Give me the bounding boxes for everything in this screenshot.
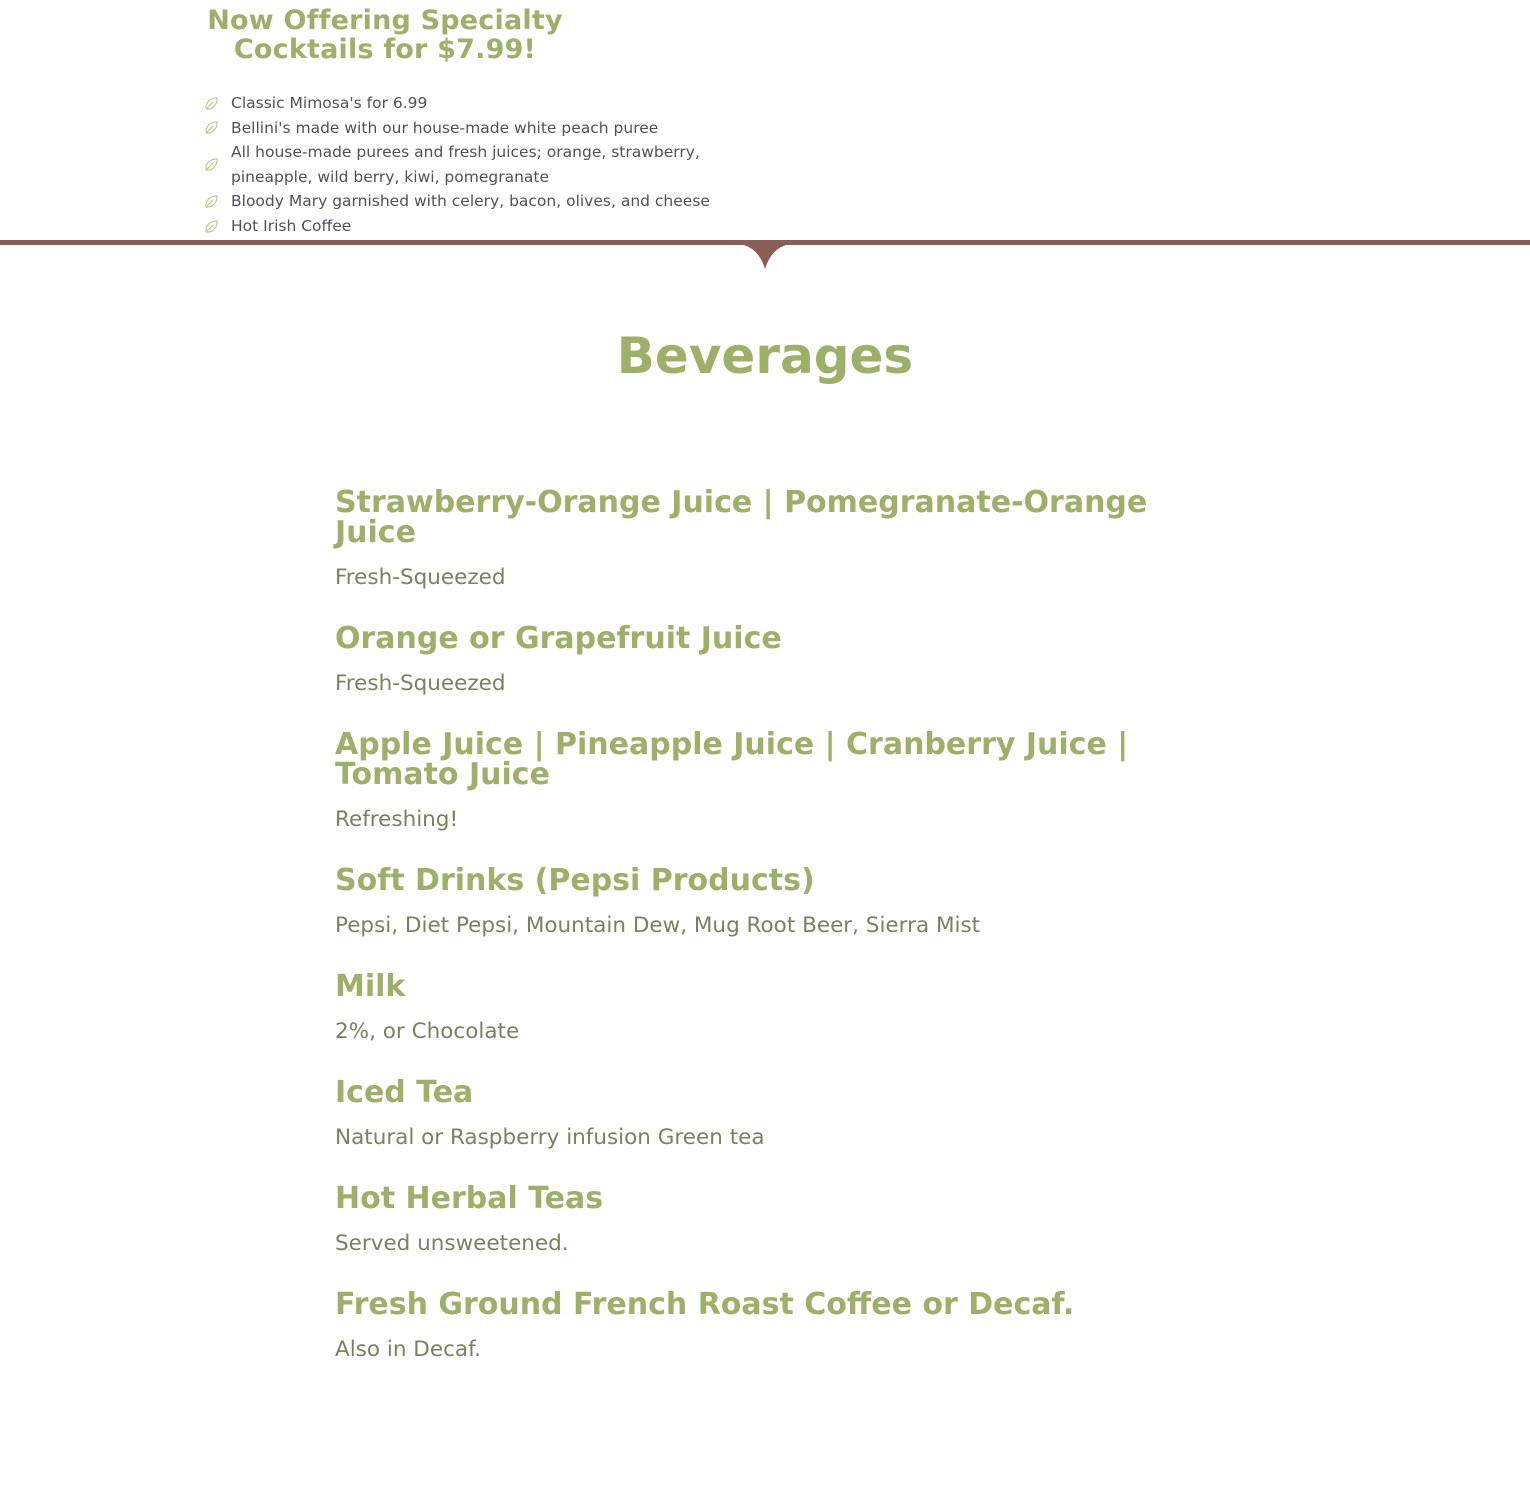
menu-item-name: Hot Herbal Teas bbox=[335, 1181, 604, 1216]
beverage-menu bbox=[335, 485, 1205, 1396]
menu-item bbox=[335, 621, 1205, 698]
leaf-icon bbox=[204, 96, 219, 111]
menu-item bbox=[335, 1287, 1205, 1364]
menu-item-description: Natural or Raspberry infusion Green tea bbox=[335, 1125, 765, 1150]
menu-item bbox=[335, 1181, 1205, 1258]
leaf-icon bbox=[204, 219, 219, 234]
menu-item-description: Also in Decaf. bbox=[335, 1337, 481, 1362]
menu-item-name: Milk bbox=[335, 969, 406, 1004]
menu-item-description: Fresh-Squeezed bbox=[335, 671, 506, 696]
menu-item-name: Iced Tea bbox=[335, 1075, 474, 1110]
menu-item-name: Fresh Ground French Roast Coffee or Decaf. bbox=[335, 1287, 1075, 1322]
menu-item bbox=[335, 969, 1205, 1046]
list-item-text: Bloody Mary garnished with celery, bacon, olives, and cheese bbox=[231, 192, 710, 211]
menu-item-name: Soft Drinks (Pepsi Products) bbox=[335, 863, 815, 898]
menu-item-name: Apple Juice | Pineapple Juice | Cranberry Juice | Tomato Juice bbox=[335, 727, 1129, 792]
menu-item bbox=[335, 727, 1205, 834]
list-item-text: Bellini's made with our house-made white peach puree bbox=[231, 118, 659, 137]
menu-item-name: Orange or Grapefruit Juice bbox=[335, 621, 782, 656]
leaf-icon bbox=[204, 157, 219, 172]
menu-item-description: Fresh-Squeezed bbox=[335, 565, 506, 590]
menu-item-description: Served unsweetened. bbox=[335, 1231, 569, 1256]
leaf-icon bbox=[204, 194, 219, 209]
specials-list bbox=[200, 91, 740, 239]
list-item-text: Hot Irish Coffee bbox=[231, 216, 352, 235]
menu-item-description: Pepsi, Diet Pepsi, Mountain Dew, Mug Root Beer, Sierra Mist bbox=[335, 913, 981, 938]
section-divider bbox=[0, 240, 1530, 272]
menu-item bbox=[335, 863, 1205, 940]
specials-section bbox=[200, 0, 740, 239]
list-item bbox=[200, 91, 740, 116]
list-item bbox=[200, 116, 740, 141]
leaf-icon bbox=[204, 120, 219, 135]
menu-item bbox=[335, 485, 1205, 592]
specials-title: Now Offering Specialty Cocktails for $7.99! bbox=[207, 5, 563, 65]
menu-item-name: Strawberry-Orange Juice | Pomegranate-Orange Juice bbox=[335, 485, 1148, 550]
list-item-text: All house-made purees and fresh juices; orange, strawberry, pineapple, wild berry, kiwi, pomegranate bbox=[231, 143, 700, 186]
menu-item bbox=[335, 1075, 1205, 1152]
menu-item-description: 2%, or Chocolate bbox=[335, 1019, 520, 1044]
list-item bbox=[200, 214, 740, 239]
list-item bbox=[200, 140, 740, 189]
section-title: Beverages bbox=[616, 327, 914, 385]
list-item-text: Classic Mimosa's for 6.99 bbox=[231, 94, 428, 112]
list-item bbox=[200, 189, 740, 214]
menu-item-description: Refreshing! bbox=[335, 807, 459, 832]
